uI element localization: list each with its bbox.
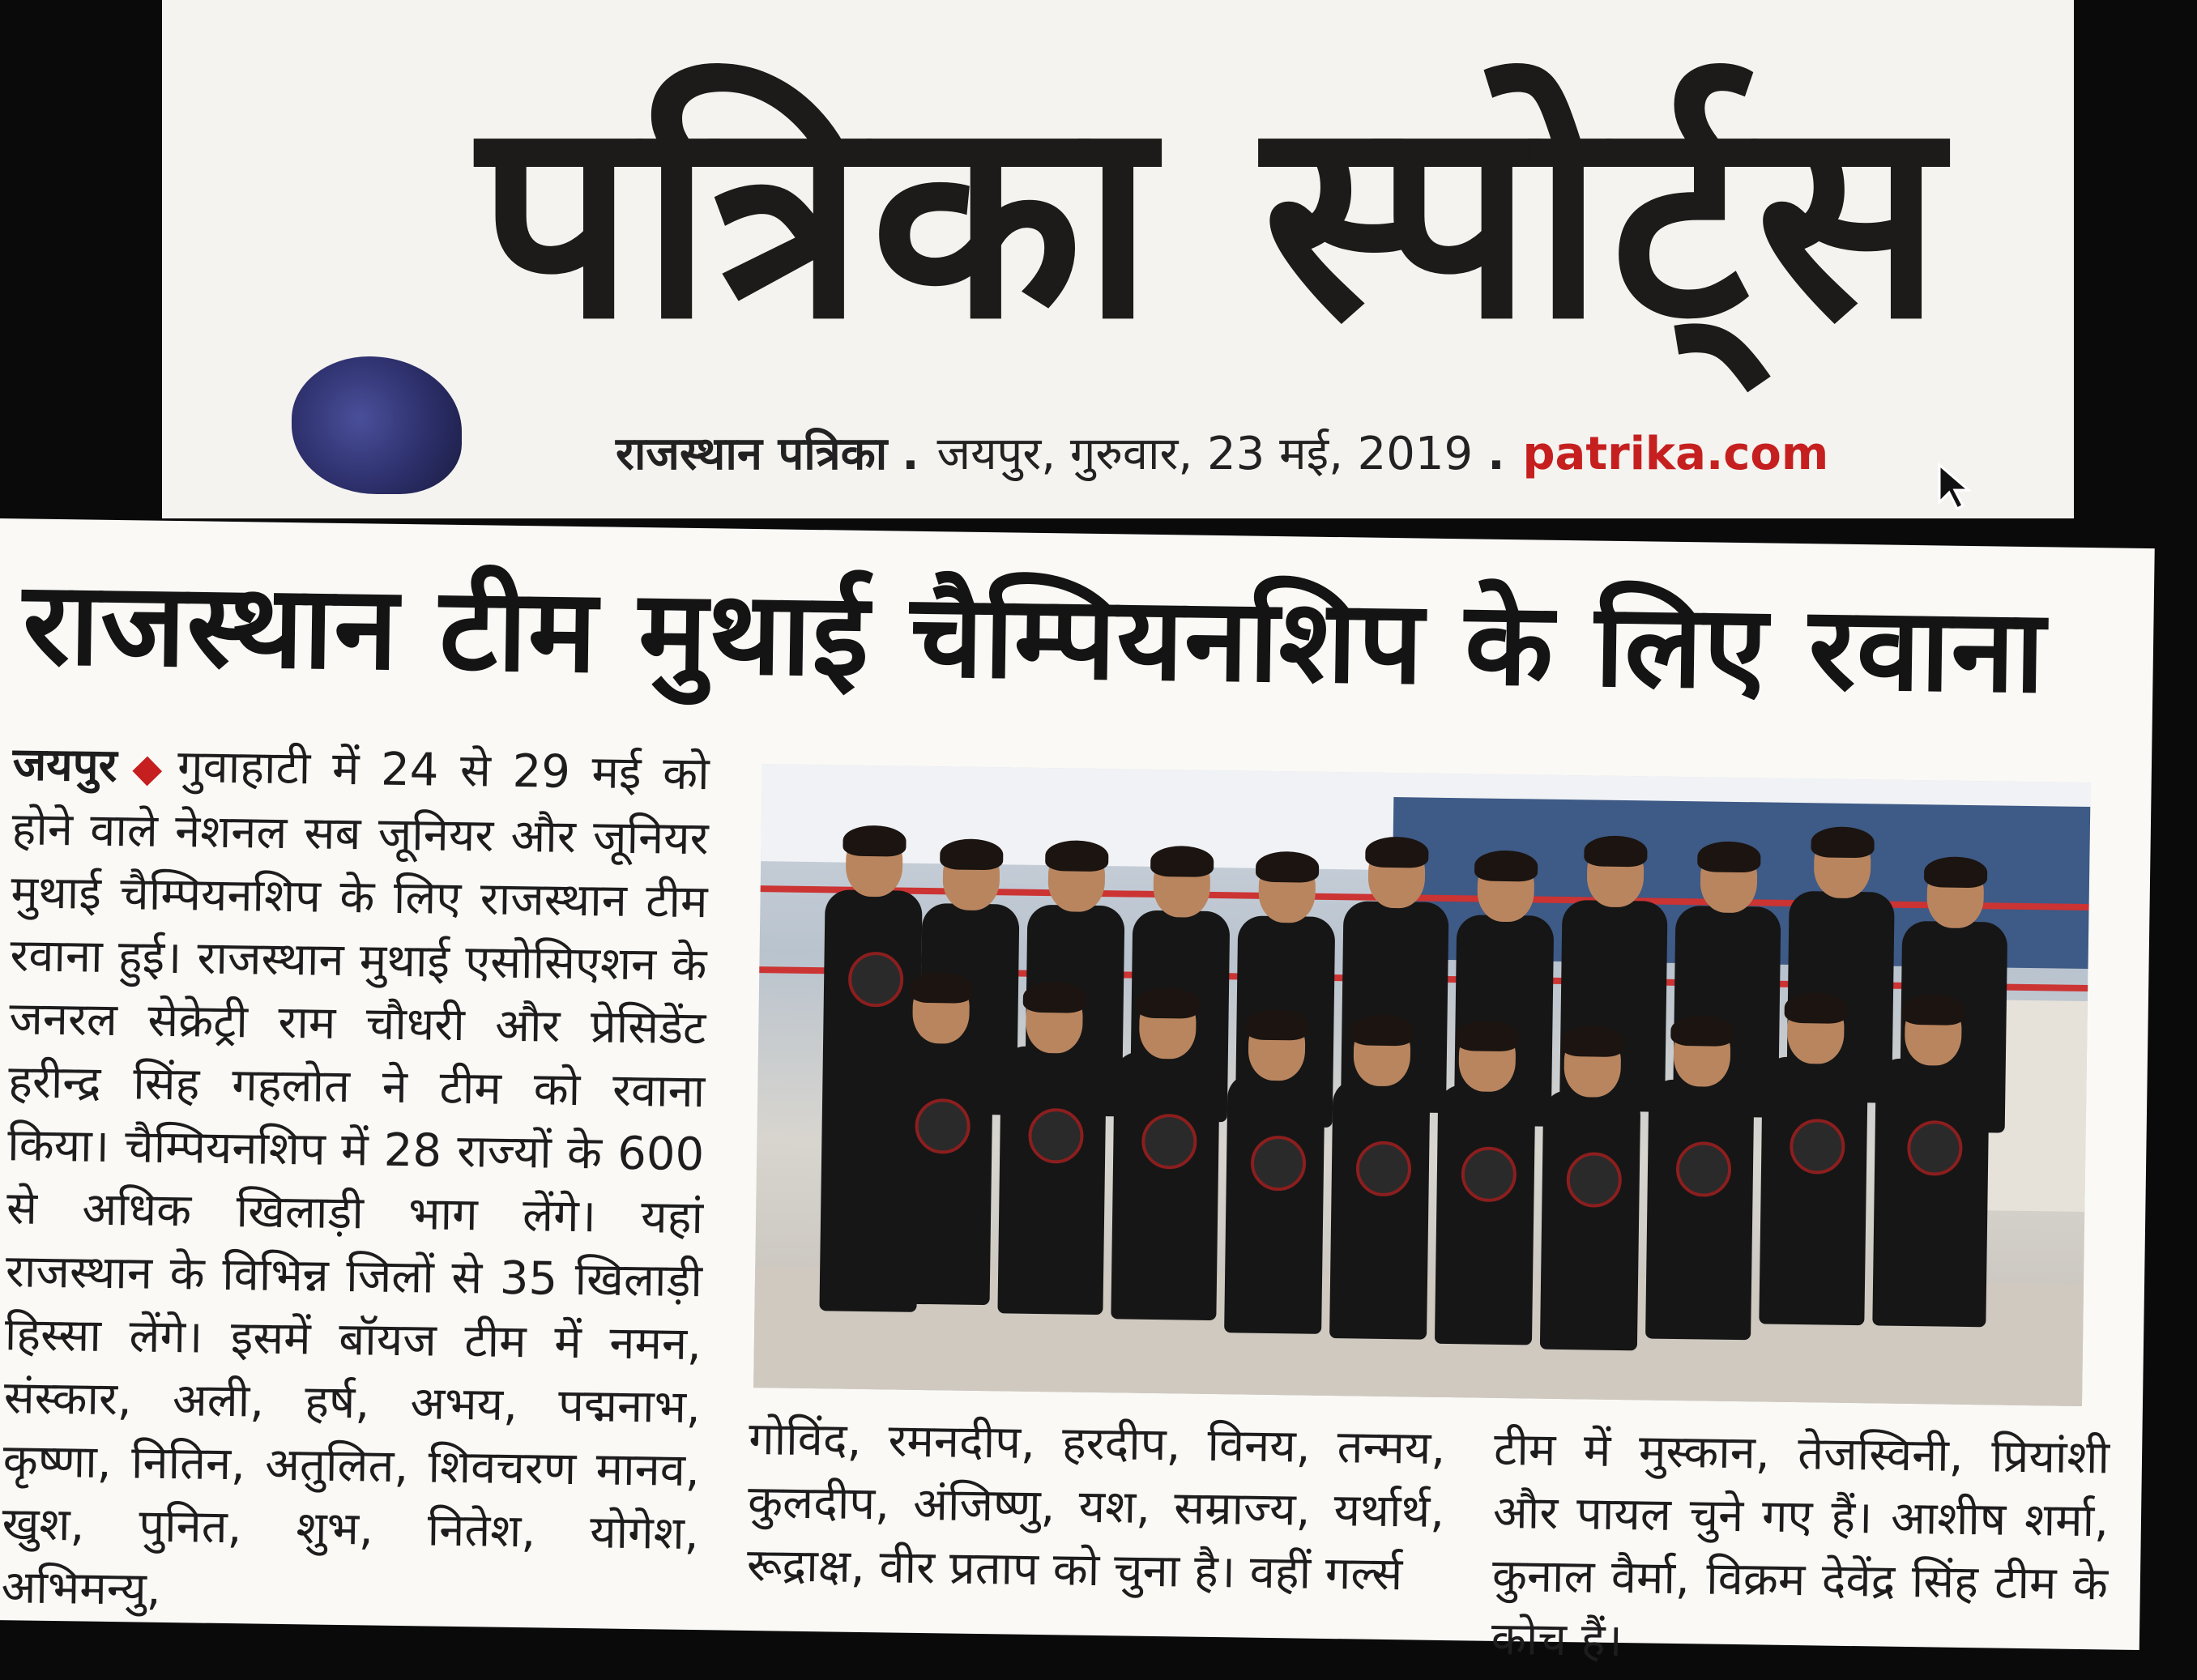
publication-name: राजस्थान पत्रिका	[616, 428, 888, 480]
team-member	[1330, 1019, 1431, 1280]
team-member	[1225, 1013, 1325, 1274]
date-location: जयपुर, गुरुवार, 23 मई, 2019	[936, 428, 1474, 480]
team-member	[885, 976, 995, 1245]
team-member	[1873, 998, 1990, 1267]
team-member	[1436, 1025, 1536, 1286]
team-member	[1646, 1019, 1755, 1280]
dateline	[616, 421, 2074, 486]
team-member	[998, 986, 1107, 1255]
website-link[interactable]: patrika.com	[1522, 428, 1829, 480]
mouse-cursor-icon	[1936, 462, 1977, 510]
decorative-image-fragment	[292, 356, 462, 494]
team-member	[1541, 1030, 1641, 1291]
article-column-2: गोविंद, रमनदीप, हरदीप, विनय, तन्मय, कुलदीप, अंजिष्णु, यश, सम्राज्य, यर्थार्थ, रूद्राक्ष, वीर प्रताप को चुना है। वहीं गर्ल्स	[746, 1413, 1446, 1601]
dateline-city: जयपुर	[12, 738, 117, 793]
team-photo	[753, 764, 2091, 1406]
article-column-1	[1, 733, 710, 1618]
newspaper-section-title: पत्रिका स्पोर्ट्स	[478, 57, 1949, 380]
diamond-bullet-icon: ◆	[125, 745, 170, 791]
article-text-1: गुवाहाटी में 24 से 29 मई को होने वाले नेशनल सब जूनियर और जूनियर मुथाई चैम्पियनशिप के लिए राजस्थान टीम रवाना हुई। राजस्थान मुथाई एसोसिएशन के जनरल सेक्रेट्री राम चौधरी और प्रेसिडेंट हरीन्द्र सिंह गहलोत ने टीम को रवाना किया। चैम्पियनशिप में 28 राज्यों के 600 से अधिक खिलाड़ी भाग लेंगे। यहां राजस्थान के विभिन्न जिलों से 35 खिलाड़ी हिस्सा लेंगे। इसमें बॉयज टीम में नमन, संस्कार, अली, हर्ष, अभय, पद्मनाभ, कृष्णा, नितिन, अतुलित, शिवचरण मानव, खुश, पुनित, शुभ, नितेश, योगेश, अभिमन्यु,	[1, 740, 710, 1616]
masthead	[162, 0, 2074, 518]
article-clipping	[0, 518, 2155, 1668]
separator-dot: .	[902, 428, 919, 480]
separator-dot: .	[1487, 428, 1505, 480]
article-headline: राजस्थान टीम मुथाई चैम्पियनशिप के लिए रवाना	[22, 556, 2047, 719]
team-member	[1111, 991, 1221, 1260]
team-member	[1760, 996, 1869, 1265]
article-column-3: टीम में मुस्कान, तेजस्विनी, प्रियांशी और पायल चुने गए हैं। आशीष शर्मा, कुनाल वैर्मा, विक्रम देवेंद्र सिंह टीम के कोच हैं।	[1491, 1422, 2110, 1668]
